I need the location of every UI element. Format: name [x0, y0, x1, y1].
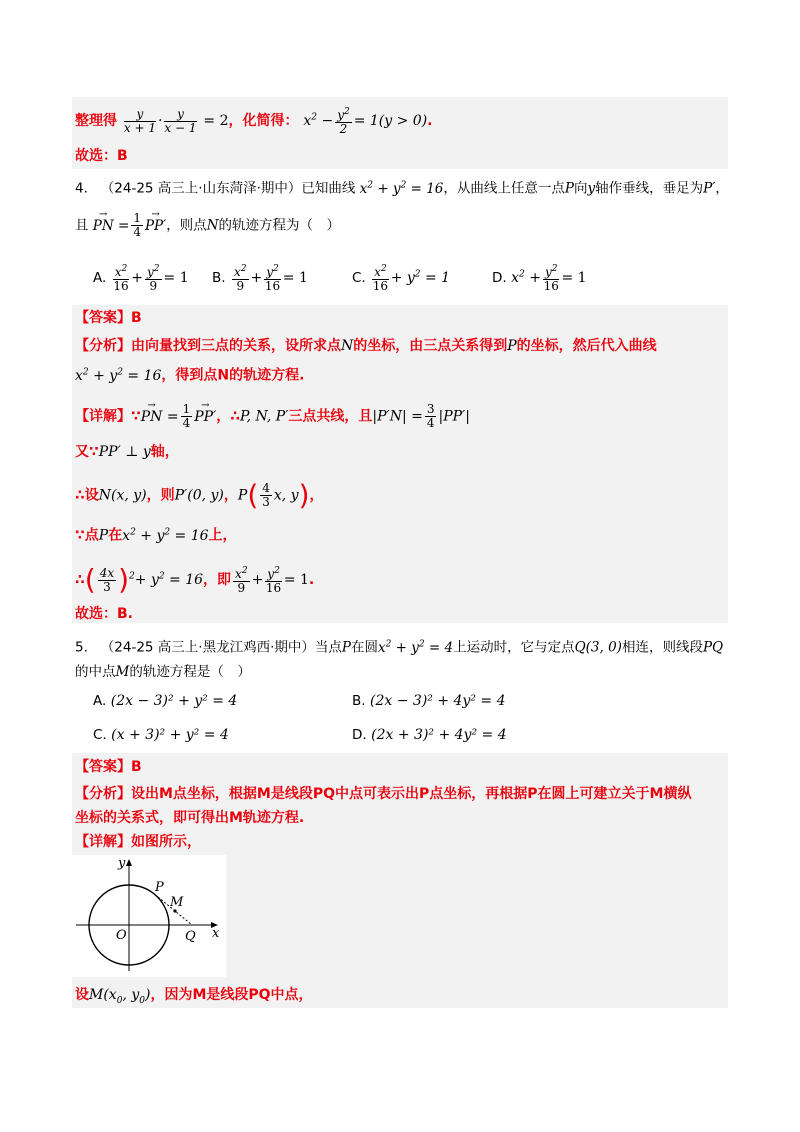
q4-stem-line-2: 且 → PN = $\frac{1}{4}$ → PP′，则点N的轨迹方程为（ ）: [75, 212, 340, 239]
q4-stem-line-1: 4. （24-25 高三上·山东菏泽·期中）已知曲线 $x^2 + y^2 = 16$，从曲线上任意一点P向y轴作垂线，垂足为P′，: [75, 180, 729, 197]
q5-last-line: 设$M(x_0$, $y_0$)，因为M是线段PQ中点，: [75, 987, 313, 1006]
q5-stem-line-1: 5. （24-25 高三上·黑龙江鸡西·期中）当点P在圆$x^2 + y^2 = 4$上运动时，它与定点Q(3, 0)相连，则线段PQ: [75, 639, 724, 656]
prev-choose: 故选：B: [75, 148, 128, 164]
q5-option-b[interactable]: B. (2x − 3)² + 4y² = 4: [352, 693, 506, 709]
circle-figure: [72, 855, 226, 977]
q4-analysis-line-1: 【分析】由向量找到三点的关系，设所求点N的坐标，由三点关系得到P的坐标，然后代入曲线: [75, 338, 657, 354]
prev-line-1: 整理得 $\frac{y}{x + 1}$ · $\frac{y}{x - 1}$ = 2，化简得： $x^2$ − $\frac{y^2}{2}$ = 1(y > 0).: [75, 106, 433, 136]
q5-detail-line-1: 【详解】如图所示，: [75, 834, 201, 850]
figure-label-y: y: [118, 856, 126, 871]
q4-detail-line-5: ∴( $\frac{4x}{3}$ )$^2+ y^2 = 16$，即 $\frac{x^2}{9}$ + $\frac{y^2}{16}$ = 1.: [75, 563, 315, 596]
q5-analysis-line-2: 坐标的关系式，即可得出M轨迹方程.: [75, 810, 305, 826]
q4-detail-line-4: ∵点P在$x^2 + y^2 = 16$上，: [75, 527, 237, 544]
q4-option-d[interactable]: D. $x^2$ + $\frac{y^2}{16}$ = 1: [492, 264, 587, 293]
q4-option-b[interactable]: B. $\frac{x^2}{9}$ + $\frac{y^2}{16}$ = 1: [212, 264, 308, 293]
q4-option-c[interactable]: C. $\frac{x^2}{16}$ + $y^2 = 1$: [352, 264, 451, 293]
figure-label-o: O: [116, 928, 127, 943]
q4-choose: 故选：B.: [75, 606, 133, 622]
q4-detail-line-2: 又∵PP′ ⊥ y轴，: [75, 444, 179, 460]
q5-option-d[interactable]: D. (2x + 3)² + 4y² = 4: [352, 727, 507, 743]
q5-option-a[interactable]: A. (2x − 3)² + y² = 4: [93, 693, 238, 709]
q5-stem-line-2: 的中点M的轨迹方程是（ ）: [75, 664, 251, 680]
q4-option-a[interactable]: A. $\frac{x^2}{16}$ + $\frac{y^2}{9}$ = 1: [93, 264, 189, 293]
figure-label-p: P: [155, 880, 164, 895]
figure-label-q: Q: [185, 929, 196, 944]
q4-analysis-line-2: $x^2 + y^2 = 16$，得到点N的轨迹方程.: [75, 367, 305, 384]
q4-detail-line-1: 【详解】∵→ PN = $\frac{1}{4}$ → PP′，∴P, N, P′三点共线，且|P′N| = $\frac{3}{4}$ |PP′|: [75, 403, 470, 430]
figure-label-x: x: [212, 926, 220, 941]
q5-analysis-line-1: 【分析】设出M点坐标，根据M是线段PQ中点可表示出P点坐标，再根据P在圆上可建立关于M横纵: [75, 786, 692, 802]
figure-label-m: M: [170, 895, 184, 910]
q4-answer: 【答案】B: [75, 310, 142, 326]
q4-detail-line-3: ∴设N(x, y)，则P′(0, y)，P( $\frac{4}{3}$ x, y)，: [75, 478, 324, 512]
q5-answer: 【答案】B: [75, 759, 142, 775]
q5-option-c[interactable]: C. (x + 3)² + y² = 4: [93, 727, 229, 743]
